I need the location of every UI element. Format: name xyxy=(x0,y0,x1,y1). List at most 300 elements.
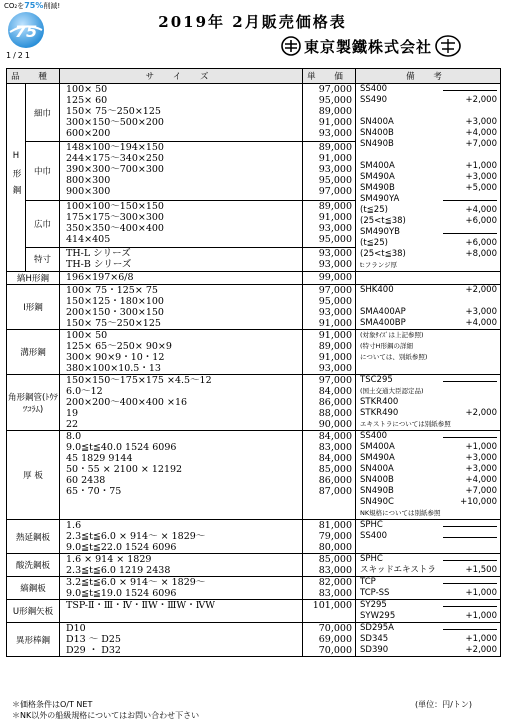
size-line: 175×175〜300×300 xyxy=(66,211,164,223)
remarks-cell xyxy=(356,623,501,657)
remark-line xyxy=(360,161,500,172)
table-row-r9 xyxy=(7,431,501,520)
price-line: 83,000 xyxy=(318,565,353,576)
remark-line xyxy=(360,565,500,576)
remark-line xyxy=(360,139,500,150)
size-line: 8.0 xyxy=(66,431,82,442)
remark-extra: +3,000 xyxy=(465,307,498,317)
remark-line xyxy=(360,475,500,486)
size-line: D10 xyxy=(66,623,86,634)
size-line: TH-L シリーズ xyxy=(66,247,131,259)
remark-extra xyxy=(443,227,497,238)
price-line: 86,000 xyxy=(318,475,353,486)
remark-line xyxy=(360,172,500,183)
remark-grade: SM400A xyxy=(360,161,395,171)
remark-extra: +3,000 xyxy=(465,453,498,463)
price-line: 84,000 xyxy=(318,431,353,442)
remark-line xyxy=(360,508,500,519)
remark-extra: +4,000 xyxy=(465,475,498,485)
header-remarks: 備 考 xyxy=(356,69,501,84)
remark-grade: スキッドエキストラ xyxy=(360,565,436,575)
remark-extra: +1,000 xyxy=(465,442,498,452)
size-line: 100× 50 xyxy=(66,84,108,95)
price-line: 84,000 xyxy=(318,386,353,397)
remarks-cell xyxy=(356,554,501,577)
remark-grade: SS490 xyxy=(360,95,388,105)
subcategory: 特寸 xyxy=(26,247,60,271)
remark-grade: SPHC xyxy=(360,520,383,530)
table-row-r12 xyxy=(7,577,501,600)
remark-extra: +10,000 xyxy=(460,497,498,507)
price-line: 91,000 xyxy=(318,352,353,363)
remark-grade: SN400A xyxy=(360,464,394,474)
remark-line xyxy=(360,330,500,341)
table-row-r8 xyxy=(7,375,501,431)
remarks-cell xyxy=(356,272,501,285)
blank-line xyxy=(443,431,497,438)
remark-extra: +1,000 xyxy=(465,161,498,171)
remarks-cell xyxy=(356,600,501,623)
size-line: 2.3≦t≦6.0 × 914〜 × 1829〜 xyxy=(66,531,206,542)
header-size: サ イ ズ xyxy=(60,69,303,84)
company-name: 東京製鐵株式会社 xyxy=(304,37,433,56)
size-line: TSP-Ⅱ・Ⅲ・Ⅳ・ⅡW・ⅢW・ⅣW xyxy=(66,600,215,611)
size-line: 148×100〜194×150 xyxy=(66,142,164,154)
price-line: 93,000 xyxy=(318,258,353,270)
price-line: 95,000 xyxy=(318,296,353,307)
size-line: 45 1829 9144 xyxy=(66,453,133,464)
blank-line xyxy=(443,600,497,607)
price-line: 93,000 xyxy=(318,222,353,234)
size-line: 600×200 xyxy=(66,128,111,139)
remark-grade: SY295 xyxy=(360,600,387,610)
remark-extra xyxy=(443,375,497,386)
blank-line xyxy=(443,531,497,538)
size-cell xyxy=(60,84,303,142)
remark-grade: SS400 xyxy=(360,531,388,541)
price-line: 70,000 xyxy=(318,623,353,634)
remark-line xyxy=(360,95,500,106)
remarks-cell xyxy=(356,330,501,375)
remarks-cell xyxy=(356,577,501,600)
remark-line xyxy=(360,611,500,622)
size-line: 100× 50 xyxy=(66,330,108,341)
size-line: TH-B シリーズ xyxy=(66,258,132,270)
remarks-cell-h-beam xyxy=(356,84,501,272)
size-cell xyxy=(60,285,303,330)
price-line: 93,000 xyxy=(318,164,353,176)
remark-grade: SS400 xyxy=(360,84,388,94)
size-line: 900×300 xyxy=(66,186,111,198)
price-line: 84,000 xyxy=(318,453,353,464)
price-cell xyxy=(303,84,356,142)
category: 縞鋼板 xyxy=(7,577,60,600)
size-line: D29 ・ D32 xyxy=(66,645,121,656)
table-row-r5 xyxy=(7,272,501,285)
size-line: 300×150〜500×200 xyxy=(66,117,164,128)
remark-line xyxy=(360,486,500,497)
remark-line xyxy=(360,352,500,363)
unit-label: (単位：円/トン) xyxy=(415,700,472,709)
size-cell xyxy=(60,600,303,623)
price-line: 93,000 xyxy=(318,247,353,259)
remark-grade: SN490B xyxy=(360,486,394,496)
table-row-r14 xyxy=(7,623,501,657)
size-line: 60 2438 xyxy=(66,475,106,486)
table-header-row xyxy=(7,69,501,84)
price-line: 89,000 xyxy=(318,341,353,352)
subcategory: 広巾 xyxy=(26,200,60,247)
remark-line xyxy=(360,285,500,296)
price-line: 93,000 xyxy=(318,307,353,318)
remark-grade: (対象ｻｲｽﾞは上記参照) xyxy=(360,331,424,339)
price-line: 99,000 xyxy=(318,272,353,283)
price-line: 91,000 xyxy=(318,153,353,165)
size-line: 65・70・75 xyxy=(66,486,122,497)
remark-grade: (特寸H形鋼の詳細 xyxy=(360,342,413,350)
remark-grade: SMA400AP xyxy=(360,307,406,317)
category: 縞H形鋼 xyxy=(7,272,60,285)
remark-extra: +7,000 xyxy=(465,486,498,496)
table-row-r6 xyxy=(7,285,501,330)
remark-extra xyxy=(443,600,497,611)
remark-extra xyxy=(443,577,497,588)
remark-grade: SM490A xyxy=(360,172,395,182)
remarks-cell xyxy=(356,520,501,554)
price-line: 95,000 xyxy=(318,175,353,187)
remark-grade: TCP xyxy=(360,577,376,587)
size-line: 150× 75〜250×125 xyxy=(66,318,161,329)
remark-extra: +6,000 xyxy=(465,238,498,248)
price-cell xyxy=(303,200,356,247)
price-line: 85,000 xyxy=(318,554,353,565)
size-cell xyxy=(60,431,303,520)
blank-line xyxy=(443,194,497,201)
size-line: 414×405 xyxy=(66,233,111,245)
remark-extra: +4,000 xyxy=(465,205,498,215)
remark-line xyxy=(360,442,500,453)
remark-extra: +3,000 xyxy=(465,172,498,182)
price-cell xyxy=(303,520,356,554)
remark-grade: (t≦25) xyxy=(360,205,388,215)
remark-line xyxy=(360,645,500,656)
price-line: 69,000 xyxy=(318,634,353,645)
size-line: 6.0〜12 xyxy=(66,386,103,397)
price-cell xyxy=(303,431,356,520)
remark-line xyxy=(360,249,500,260)
remark-grade: SM490YA xyxy=(360,194,400,204)
size-line: 300× 90×9・10・12 xyxy=(66,352,165,363)
size-line: 9.0≦t≦22.0 1524 6096 xyxy=(66,542,177,553)
remark-extra: +1,000 xyxy=(465,611,498,621)
remark-line xyxy=(360,464,500,475)
size-line: 380×100×10.5・13 xyxy=(66,363,161,374)
price-line: 82,000 xyxy=(318,577,353,588)
price-line: 90,000 xyxy=(318,419,353,430)
remark-grade: TSC295 xyxy=(360,375,393,385)
remark-line xyxy=(360,634,500,645)
category: I形鋼 xyxy=(7,285,60,330)
remark-extra: +6,000 xyxy=(465,216,498,226)
category-h-beam: H形鋼 xyxy=(7,84,26,272)
blank-line xyxy=(443,623,497,630)
remark-line xyxy=(360,341,500,352)
footnote-price-terms: ＊価格条件はO/T NET xyxy=(12,700,93,709)
table-row-r13 xyxy=(7,600,501,623)
size-cell xyxy=(60,623,303,657)
size-line: 9.0≦t≦40.0 1524 6096 xyxy=(66,442,177,453)
table-row-r7 xyxy=(7,330,501,375)
blank-line xyxy=(443,577,497,584)
price-line: 89,000 xyxy=(318,200,353,212)
price-line: 80,000 xyxy=(318,542,353,553)
size-cell xyxy=(60,247,303,271)
remark-grade: SN490B xyxy=(360,139,394,149)
remark-line xyxy=(360,375,500,386)
size-cell xyxy=(60,200,303,247)
remarks-cell xyxy=(356,431,501,520)
remark-line xyxy=(360,588,500,599)
price-cell xyxy=(303,600,356,623)
price-line: 89,000 xyxy=(318,106,353,117)
remark-grade: SM490A xyxy=(360,453,395,463)
size-cell xyxy=(60,520,303,554)
remark-line xyxy=(360,307,500,318)
remark-line xyxy=(360,318,500,329)
price-cell xyxy=(303,285,356,330)
remark-extra xyxy=(443,554,497,565)
price-line: 95,000 xyxy=(318,233,353,245)
size-cell xyxy=(60,142,303,200)
remark-grade: SYW295 xyxy=(360,611,396,621)
company-seal-icon xyxy=(435,35,461,57)
remark-line xyxy=(360,128,500,139)
category: 熱延鋼板 xyxy=(7,520,60,554)
spacer xyxy=(360,150,500,161)
remark-line xyxy=(360,623,500,634)
remark-grade: STKR400 xyxy=(360,397,399,407)
co2-reduction-label: CO₂を75%削減! xyxy=(4,1,61,10)
remark-extra: +8,000 xyxy=(465,249,498,259)
remark-line xyxy=(360,238,500,249)
header-category: 品 種 xyxy=(7,69,60,84)
price-line: 101,000 xyxy=(312,600,353,611)
price-cell xyxy=(303,330,356,375)
remark-line xyxy=(360,194,500,205)
remark-grade: (t≦25) xyxy=(360,238,388,248)
date-code: 1/21 xyxy=(6,51,32,60)
remark-grade: SS400 xyxy=(360,431,388,441)
remark-grade: TCP-SS xyxy=(360,588,390,598)
price-cell xyxy=(303,623,356,657)
price-line: 89,000 xyxy=(318,142,353,154)
remark-extra: +2,000 xyxy=(465,285,498,295)
remark-grade: SD295A xyxy=(360,623,394,633)
remark-grade: SHK400 xyxy=(360,285,394,295)
size-line: 2.3≦t≦6.0 1219 2438 xyxy=(66,565,171,576)
table-row-r1 xyxy=(7,84,501,142)
remark-grade: SM490B xyxy=(360,183,395,193)
category: 角形鋼管(ﾄｳﾃﾂｺﾗﾑ) xyxy=(7,375,60,431)
category: 異形棒鋼 xyxy=(7,623,60,657)
page-title: 2019年 2月販売価格表 xyxy=(158,13,347,31)
remark-line xyxy=(360,431,500,442)
size-line: 350×350〜400×400 xyxy=(66,222,164,234)
remark-line xyxy=(360,227,500,238)
remark-extra: +5,000 xyxy=(465,183,498,193)
category: 酸洗鋼板 xyxy=(7,554,60,577)
size-line: 150×125・180×100 xyxy=(66,296,164,307)
size-line: 1.6 xyxy=(66,520,82,531)
size-line: 125× 65〜250× 90×9 xyxy=(66,341,172,352)
remark-grade: SMA400BP xyxy=(360,318,406,328)
size-line: 3.2≦t≦6.0 × 914〜 × 1829〜 xyxy=(66,577,206,588)
size-line: 150×150〜175×175 ×4.5〜12 xyxy=(66,375,212,386)
remark-extra: +3,000 xyxy=(465,464,498,474)
table-row-r10 xyxy=(7,520,501,554)
remark-grade: については、別紙参照) xyxy=(360,353,428,361)
remark-extra xyxy=(443,194,497,205)
price-line: 79,000 xyxy=(318,531,353,542)
remark-line xyxy=(360,531,500,542)
size-line: 196×197×6/8 xyxy=(66,272,134,283)
price-line: 97,000 xyxy=(318,186,353,198)
price-cell xyxy=(303,554,356,577)
remark-line xyxy=(360,453,500,464)
remark-grade: SM490YB xyxy=(360,227,400,237)
subcategory: 細巾 xyxy=(26,84,60,142)
remark-grade: SD345 xyxy=(360,634,389,644)
remark-grade: (国土交通大臣認定品) xyxy=(360,387,424,395)
remark-extra: +1,000 xyxy=(465,634,498,644)
subcategory: 中巾 xyxy=(26,142,60,200)
category: 溝形鋼 xyxy=(7,330,60,375)
price-line: 85,000 xyxy=(318,464,353,475)
price-line: 97,000 xyxy=(318,375,353,386)
remark-extra: +3,000 xyxy=(465,117,498,127)
remark-grade: SN400B xyxy=(360,128,394,138)
price-line: 86,000 xyxy=(318,397,353,408)
price-line: 81,000 xyxy=(318,520,353,531)
size-line: D13 〜 D25 xyxy=(66,634,121,645)
blank-line xyxy=(443,520,497,527)
logo-number: 75 xyxy=(14,22,38,41)
price-line: 93,000 xyxy=(318,363,353,374)
size-line: 244×175〜340×250 xyxy=(66,153,164,165)
remark-extra: +2,000 xyxy=(465,408,498,418)
price-line: 95,000 xyxy=(318,95,353,106)
remark-grade: t:フランジ厚 xyxy=(360,261,398,269)
remark-grade: NK規格については別紙参照 xyxy=(360,509,441,517)
price-line: 91,000 xyxy=(318,318,353,329)
size-cell xyxy=(60,554,303,577)
remark-line xyxy=(360,386,500,397)
blank-line xyxy=(443,84,497,91)
size-line: 125× 60 xyxy=(66,95,108,106)
remark-grade: (25<t≦38) xyxy=(360,249,406,259)
remark-line xyxy=(360,497,500,508)
price-line: 91,000 xyxy=(318,117,353,128)
remark-line xyxy=(360,260,500,271)
remark-grade: STKR490 xyxy=(360,408,399,418)
price-line: 97,000 xyxy=(318,285,353,296)
price-line: 83,000 xyxy=(318,588,353,599)
remark-grade: (25<t≦38) xyxy=(360,216,406,226)
price-line: 91,000 xyxy=(318,211,353,223)
price-cell xyxy=(303,375,356,431)
size-line: 800×300 xyxy=(66,175,111,187)
price-line: 93,000 xyxy=(318,128,353,139)
remarks-cell xyxy=(356,285,501,330)
price-line: 83,000 xyxy=(318,442,353,453)
remark-extra xyxy=(443,520,497,531)
price-line: 91,000 xyxy=(318,330,353,341)
remark-line xyxy=(360,117,500,128)
remark-line xyxy=(360,84,500,95)
category: 厚 板 xyxy=(7,431,60,520)
remark-line xyxy=(360,554,500,565)
remark-grade: エキストラについては別紙参照 xyxy=(360,420,451,428)
spacer xyxy=(360,106,500,117)
size-line: 150× 75〜250×125 xyxy=(66,106,161,117)
price-line: 87,000 xyxy=(318,486,353,497)
company-block xyxy=(281,35,461,57)
remark-extra xyxy=(443,84,497,95)
price-table xyxy=(6,68,501,657)
size-line: 1.6 × 914 × 1829 xyxy=(66,554,152,565)
remark-line xyxy=(360,296,500,307)
remark-extra: +2,000 xyxy=(465,645,498,655)
price-cell xyxy=(303,272,356,285)
remark-line xyxy=(360,419,500,430)
size-line: 50・55 × 2100 × 12192 xyxy=(66,464,183,475)
remark-line xyxy=(360,216,500,227)
company-emblem-icon xyxy=(281,36,301,56)
price-line: 88,000 xyxy=(318,408,353,419)
remark-extra: +4,000 xyxy=(465,128,498,138)
remark-line xyxy=(360,183,500,194)
size-line: 19 xyxy=(66,408,79,419)
blank-line xyxy=(443,375,497,382)
price-cell xyxy=(303,577,356,600)
size-line: 100×100〜150×150 xyxy=(66,200,164,212)
blank-line xyxy=(443,227,497,234)
remark-line xyxy=(360,520,500,531)
size-cell xyxy=(60,375,303,431)
price-line: 70,000 xyxy=(318,645,353,656)
remark-grade: SM400A xyxy=(360,442,395,452)
table-row-r11 xyxy=(7,554,501,577)
remark-extra xyxy=(443,623,497,634)
remark-extra: +2,000 xyxy=(465,95,498,105)
remark-extra: +7,000 xyxy=(465,139,498,149)
size-line: 22 xyxy=(66,419,79,430)
remark-grade: SN400B xyxy=(360,475,394,485)
size-line: 9.0≦t≦19.0 1524 6096 xyxy=(66,588,177,599)
remark-extra: +1,000 xyxy=(465,588,498,598)
remarks-cell xyxy=(356,375,501,431)
remark-line xyxy=(360,577,500,588)
remark-line xyxy=(360,397,500,408)
size-cell xyxy=(60,330,303,375)
header-price: 単 価 xyxy=(303,69,356,84)
remark-extra: +4,000 xyxy=(465,318,498,328)
remark-extra xyxy=(443,531,497,542)
remark-grade: SN490C xyxy=(360,497,394,507)
blank-line xyxy=(443,554,497,561)
remark-grade: SPHC xyxy=(360,554,383,564)
remark-line xyxy=(360,600,500,611)
